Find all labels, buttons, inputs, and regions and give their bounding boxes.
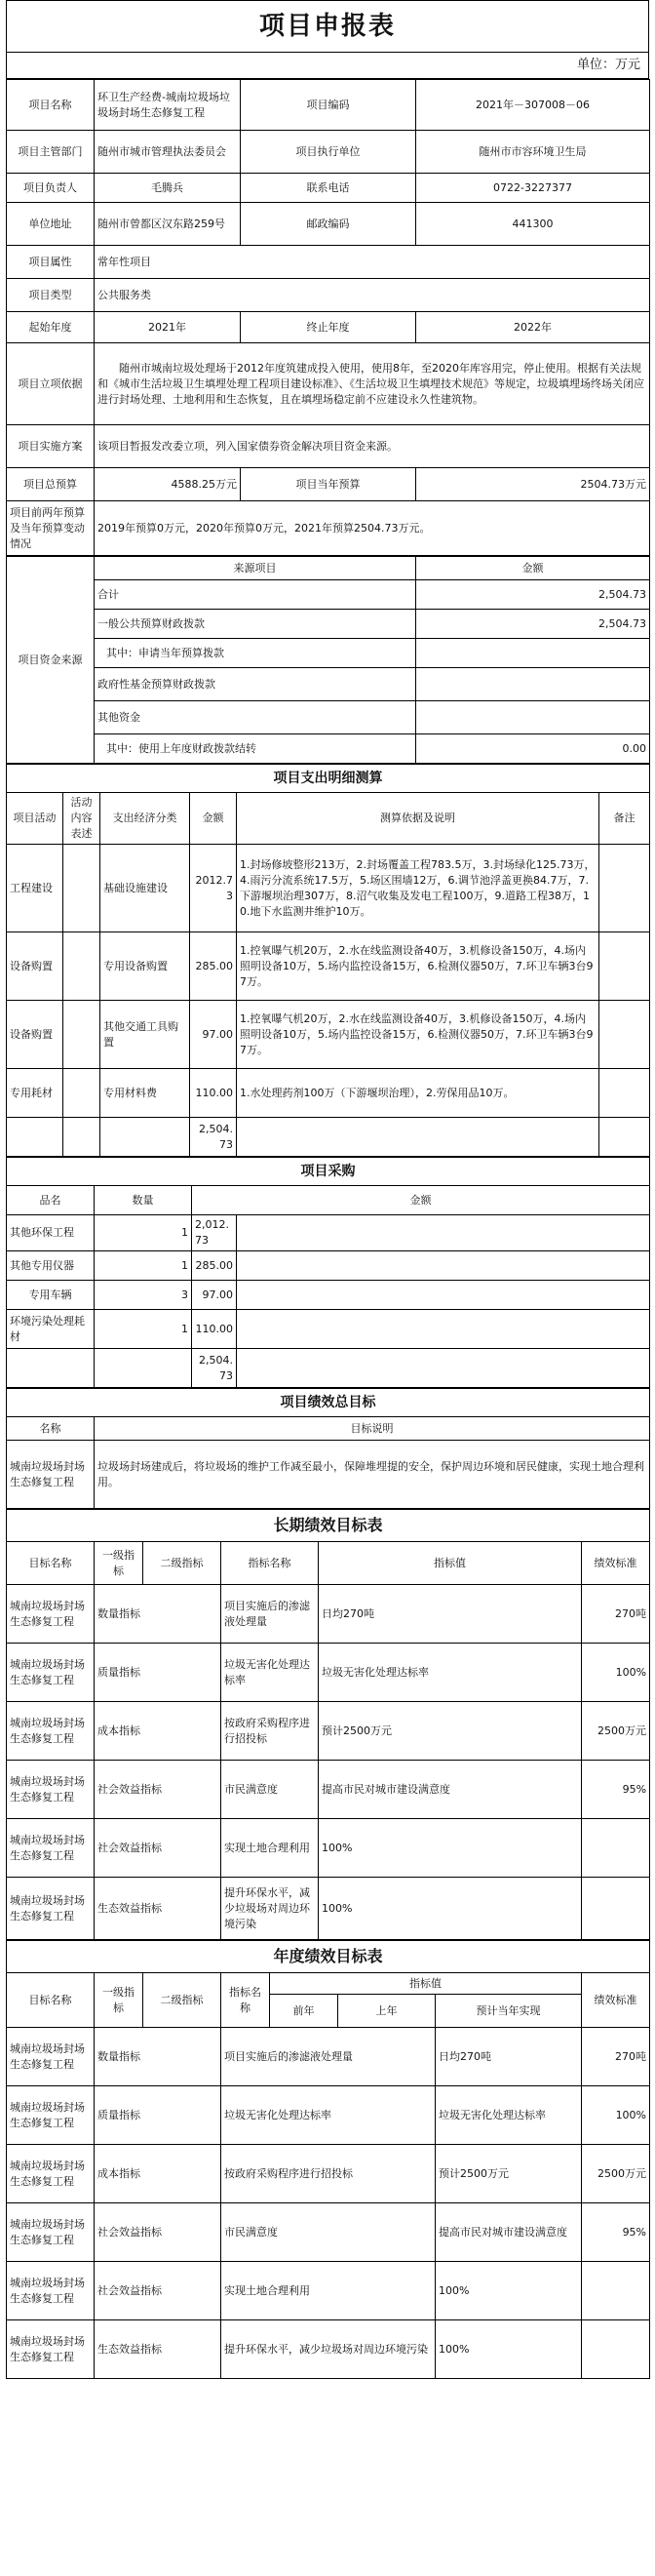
expense-activity: 设备购置: [7, 932, 63, 1001]
longterm-section-title: 长期绩效目标表: [7, 1510, 650, 1542]
an-metric: 项目实施后的渗滤液处理量: [221, 2028, 436, 2086]
table-row: [7, 2028, 650, 2086]
expense-class: 专用设备购置: [100, 932, 190, 1001]
lt-value: 日均270吨: [319, 1585, 582, 1644]
start-value: 2021年: [95, 312, 241, 343]
lt-std: 95%: [582, 1761, 650, 1819]
table-row: [7, 2320, 650, 2379]
purchase-name: 专用车辆: [7, 1281, 95, 1310]
purchase-section-title: 项目采购: [7, 1158, 650, 1186]
zip-value: 441300: [416, 203, 650, 246]
table-row: [7, 1001, 650, 1069]
funds-label: 项目资金来源: [7, 557, 95, 764]
expense-amount: 97.00: [190, 1001, 237, 1069]
lt-std: 100%: [582, 1644, 650, 1702]
expense-header: 金额: [190, 793, 237, 845]
purchase-amount: 2,012.73: [192, 1215, 237, 1251]
page-title: 项目申报表: [6, 0, 649, 52]
goal-desc: 垃圾场封场建成后，将垃圾场的维护工作减至最小，保障堆埋提的安全，保护周边环境和居民健康，实现土地合理利用。: [95, 1441, 650, 1509]
expense-class: 专用材料费: [100, 1069, 190, 1118]
expense-header: 备注: [599, 793, 650, 845]
lt-std: [582, 1819, 650, 1878]
basis-label: 项目立项依据: [7, 343, 95, 425]
annual-header: 指标值: [270, 1973, 582, 1995]
lt-value: 提高市民对城市建设满意度: [319, 1761, 582, 1819]
expense-header: 测算依据及说明: [237, 793, 599, 845]
funds-row-amount: [416, 639, 650, 668]
goal-header: 名称: [7, 1417, 95, 1441]
expense-activity: 工程建设: [7, 845, 63, 932]
type-value: 公共服务类: [95, 279, 650, 312]
an-metric: 市民满意度: [221, 2203, 436, 2262]
longterm-header: 绩效标准: [582, 1542, 650, 1585]
an-name: 城南垃圾场封场生态修复工程: [7, 2320, 95, 2379]
an-l1: 成本指标: [95, 2145, 221, 2203]
table-row: [7, 1819, 650, 1878]
expense-activity: 专用耗材: [7, 1069, 63, 1118]
table-row: [7, 2145, 650, 2203]
an-l1: 生态效益指标: [95, 2320, 221, 2379]
lt-metric: 垃圾无害化处理达标率: [221, 1644, 319, 1702]
lt-name: 城南垃圾场封场生态修复工程: [7, 1644, 95, 1702]
table-row: [7, 1215, 650, 1251]
purchase-header: 品名: [7, 1186, 95, 1215]
project-code: 2021年－307008－06: [416, 80, 650, 131]
expense-content: [63, 932, 100, 1001]
expense-amount: 2012.73: [190, 845, 237, 932]
an-expect: 100%: [436, 2320, 582, 2379]
an-l1: 社会效益指标: [95, 2203, 221, 2262]
goal-section-title: 项目绩效总目标: [7, 1389, 650, 1417]
dept-label: 项目主管部门: [7, 131, 95, 174]
lt-name: 城南垃圾场封场生态修复工程: [7, 1702, 95, 1761]
expense-note: [599, 932, 650, 1001]
project-name: 环卫生产经费-城南垃圾场垃圾场封场生态修复工程: [95, 80, 241, 131]
expense-section-title: 项目支出明细测算: [7, 765, 650, 793]
end-value: 2022年: [416, 312, 650, 343]
an-l1: 数量指标: [95, 2028, 221, 2086]
funds-row-item: 一般公共预算财政拨款: [95, 610, 416, 639]
attr-label: 项目属性: [7, 246, 95, 279]
an-expect: 日均270吨: [436, 2028, 582, 2086]
lt-std: [582, 1878, 650, 1940]
funds-row-item: 其中：申请当年预算拨款: [95, 639, 416, 668]
budget-value: 4588.25万元: [95, 468, 241, 501]
annual-table: [6, 1940, 650, 2379]
table-row: [7, 1281, 650, 1310]
budget-label: 项目总预算: [7, 468, 95, 501]
report-page: [6, 0, 649, 2379]
expense-table: [6, 764, 650, 1157]
funds-row-item: 其他资金: [95, 701, 416, 734]
lt-std: 2500万元: [582, 1702, 650, 1761]
expense-basis: 1.控氧曝气机20万，2.水在线监测设备40万，3.机修设备150万，4.场内照明设备10万，5.场内监控设备15万，6.检测仪器50万，7.环卫车辆3台97万。: [237, 1001, 599, 1069]
info-table: [6, 79, 650, 556]
an-metric: 按政府采购程序进行招投标: [221, 2145, 436, 2203]
purchase-name: 其他环保工程: [7, 1215, 95, 1251]
expense-class: 基础设施建设: [100, 845, 190, 932]
plan-value: 该项目暂报发改委立项，列入国家债券资金解决项目资金来源。: [95, 425, 650, 468]
longterm-table: [6, 1509, 650, 1940]
goal-header: 目标说明: [95, 1417, 650, 1441]
table-row: [7, 2262, 650, 2320]
table-row: [7, 2203, 650, 2262]
expense-content: [63, 1001, 100, 1069]
purchase-amount: 285.00: [192, 1251, 237, 1281]
expense-class: 其他交通工具购置: [100, 1001, 190, 1069]
type-label: 项目类型: [7, 279, 95, 312]
lt-metric: 实现土地合理利用: [221, 1819, 319, 1878]
funds-row-amount: [416, 668, 650, 701]
annual-header: 目标名称: [7, 1973, 95, 2028]
lt-metric: 市民满意度: [221, 1761, 319, 1819]
an-metric: 提升环保水平，减少垃圾场对周边环境污染: [221, 2320, 436, 2379]
funds-row-item: 其中：使用上年度财政拨款结转: [95, 734, 416, 764]
annual-header: 前年: [270, 1995, 338, 2028]
project-code-label: 项目编码: [241, 80, 416, 131]
lt-l1: 成本指标: [95, 1702, 221, 1761]
table-row: [7, 1644, 650, 1702]
an-expect: 提高市民对城市建设满意度: [436, 2203, 582, 2262]
longterm-header: 指标值: [319, 1542, 582, 1585]
annual-section-title: 年度绩效目标表: [7, 1941, 650, 1973]
an-name: 城南垃圾场封场生态修复工程: [7, 2028, 95, 2086]
expense-note: [599, 1069, 650, 1118]
goal-table: [6, 1388, 650, 1509]
an-l1: 质量指标: [95, 2086, 221, 2145]
funds-col-item: 来源项目: [95, 557, 416, 580]
annual-header: 指标名称: [221, 1973, 270, 2028]
an-std: [582, 2320, 650, 2379]
lt-value: 100%: [319, 1819, 582, 1878]
lt-metric: 按政府采购程序进行招投标: [221, 1702, 319, 1761]
table-row: [7, 1702, 650, 1761]
expense-note: [599, 1001, 650, 1069]
annual-header: 二级指标: [143, 1973, 221, 2028]
expense-note: [599, 845, 650, 932]
purchase-total: 2,504.73: [192, 1349, 237, 1388]
an-name: 城南垃圾场封场生态修复工程: [7, 2203, 95, 2262]
purchase-amount: 110.00: [192, 1310, 237, 1349]
an-name: 城南垃圾场封场生态修复工程: [7, 2086, 95, 2145]
purchase-qty: 1: [95, 1215, 192, 1251]
longterm-header: 二级指标: [143, 1542, 221, 1585]
goal-name: 城南垃圾场封场生态修复工程: [7, 1441, 95, 1509]
purchase-qty: 1: [95, 1310, 192, 1349]
lt-value: 100%: [319, 1878, 582, 1940]
table-row: [7, 845, 650, 932]
annual-header: 上年: [338, 1995, 436, 2028]
lt-l1: 社会效益指标: [95, 1761, 221, 1819]
funds-row-item: 合计: [95, 580, 416, 610]
longterm-header: 指标名称: [221, 1542, 319, 1585]
expense-header: 支出经济分类: [100, 793, 190, 845]
lt-name: 城南垃圾场封场生态修复工程: [7, 1819, 95, 1878]
purchase-header: 数量: [95, 1186, 192, 1215]
address-value: 随州市曾都区汉东路259号: [95, 203, 241, 246]
an-expect: 垃圾无害化处理达标率: [436, 2086, 582, 2145]
table-row: [7, 1069, 650, 1118]
table-row: [7, 1585, 650, 1644]
funds-row-item: 政府性基金预算财政拨款: [95, 668, 416, 701]
lt-metric: 提升环保水平，减少垃圾场对周边环境污染: [221, 1878, 319, 1940]
year-budget-label: 项目当年预算: [241, 468, 416, 501]
expense-basis: 1.控氧曝气机20万，2.水在线监测设备40万，3.机修设备150万，4.场内照明设备10万，5.场内监控设备15万，6.检测仪器50万，7.环卫车辆3台97万。: [237, 932, 599, 1001]
funds-table: [6, 556, 650, 764]
expense-basis: 1.封场修坡整形213万，2.封场覆盖工程783.5万，3.封场绿化125.73万，4.雨污分流系统17.5万，5.场区围墙12万，6.调节池浮盖更换84.7万，7.下游堰坝治理307万，8.沼气收集及发电工程100万，9.道路工程38万，10.地下水监测井维护10万。: [237, 845, 599, 932]
prev-value: 2019年预算0万元，2020年预算0万元，2021年预算2504.73万元。: [95, 501, 650, 556]
end-label: 终止年度: [241, 312, 416, 343]
an-name: 城南垃圾场封场生态修复工程: [7, 2262, 95, 2320]
purchase-amount: 97.00: [192, 1281, 237, 1310]
table-row: [7, 1761, 650, 1819]
expense-activity: 设备购置: [7, 1001, 63, 1069]
lt-std: 270吨: [582, 1585, 650, 1644]
an-expect: 预计2500万元: [436, 2145, 582, 2203]
an-metric: 垃圾无害化处理达标率: [221, 2086, 436, 2145]
purchase-name: 其他专用仪器: [7, 1251, 95, 1281]
lt-value: 预计2500万元: [319, 1702, 582, 1761]
plan-label: 项目实施方案: [7, 425, 95, 468]
attr-value: 常年性项目: [95, 246, 650, 279]
table-row: [7, 1878, 650, 1940]
purchase-name: 环境污染处理耗材: [7, 1310, 95, 1349]
funds-row-amount: 2,504.73: [416, 580, 650, 610]
expense-total: 2,504.73: [190, 1118, 237, 1157]
annual-header: 一级指标: [95, 1973, 143, 2028]
an-expect: 100%: [436, 2262, 582, 2320]
annual-header: 预计当年实现: [436, 1995, 582, 2028]
lt-name: 城南垃圾场封场生态修复工程: [7, 1878, 95, 1940]
funds-row-amount: 0.00: [416, 734, 650, 764]
phone-value: 0722-3227377: [416, 174, 650, 203]
table-row: [7, 1251, 650, 1281]
an-std: 100%: [582, 2086, 650, 2145]
annual-header: 绩效标准: [582, 1973, 650, 2028]
phone-label: 联系电话: [241, 174, 416, 203]
expense-basis: 1.水处理药剂100万（下游堰坝治理），2.劳保用品10万。: [237, 1069, 599, 1118]
lt-l1: 社会效益指标: [95, 1819, 221, 1878]
basis-value: 随州市城南垃圾处理场于2012年度筑建成投入使用，使用8年，至2020年库容用完，停止使用。根据有关法规和《城市生活垃圾卫生填埋处理工程项目建设标准》、《生活垃圾卫生填埋技术规范》等规定，垃圾填埋场终场关闭应进行封场处理、土地利用和生态恢复，且在填埋场稳定前不应建设永久性建筑物。: [95, 343, 650, 425]
expense-amount: 110.00: [190, 1069, 237, 1118]
expense-content: [63, 1069, 100, 1118]
lt-l1: 数量指标: [95, 1585, 221, 1644]
expense-content: [63, 845, 100, 932]
purchase-header: 金额: [192, 1186, 650, 1215]
funds-row-amount: 2,504.73: [416, 610, 650, 639]
an-std: 95%: [582, 2203, 650, 2262]
unit-label: 单位：万元: [6, 52, 649, 79]
lt-name: 城南垃圾场封场生态修复工程: [7, 1761, 95, 1819]
lt-name: 城南垃圾场封场生态修复工程: [7, 1585, 95, 1644]
prev-label: 项目前两年预算及当年预算变动情况: [7, 501, 95, 556]
expense-header: 项目活动: [7, 793, 63, 845]
an-std: [582, 2262, 650, 2320]
purchase-qty: 1: [95, 1251, 192, 1281]
purchase-table: [6, 1157, 650, 1388]
expense-header: 活动内容表述: [63, 793, 100, 845]
person-value: 毛腾兵: [95, 174, 241, 203]
longterm-header: 目标名称: [7, 1542, 95, 1585]
table-row: [7, 2086, 650, 2145]
lt-value: 垃圾无害化处理达标率: [319, 1644, 582, 1702]
lt-l1: 生态效益指标: [95, 1878, 221, 1940]
purchase-qty: 3: [95, 1281, 192, 1310]
longterm-header: 一级指标: [95, 1542, 143, 1585]
lt-metric: 项目实施后的渗滤液处理量: [221, 1585, 319, 1644]
exec-label: 项目执行单位: [241, 131, 416, 174]
person-label: 项目负责人: [7, 174, 95, 203]
an-std: 2500万元: [582, 2145, 650, 2203]
year-budget-value: 2504.73万元: [416, 468, 650, 501]
zip-label: 邮政编码: [241, 203, 416, 246]
funds-col-amount: 金额: [416, 557, 650, 580]
lt-l1: 质量指标: [95, 1644, 221, 1702]
project-name-label: 项目名称: [7, 80, 95, 131]
an-std: 270吨: [582, 2028, 650, 2086]
an-l1: 社会效益指标: [95, 2262, 221, 2320]
funds-row-amount: [416, 701, 650, 734]
expense-amount: 285.00: [190, 932, 237, 1001]
table-row: [7, 1310, 650, 1349]
exec-value: 随州市市容环境卫生局: [416, 131, 650, 174]
start-label: 起始年度: [7, 312, 95, 343]
address-label: 单位地址: [7, 203, 95, 246]
an-metric: 实现土地合理利用: [221, 2262, 436, 2320]
an-name: 城南垃圾场封场生态修复工程: [7, 2145, 95, 2203]
table-row: [7, 932, 650, 1001]
dept-value: 随州市城市管理执法委员会: [95, 131, 241, 174]
